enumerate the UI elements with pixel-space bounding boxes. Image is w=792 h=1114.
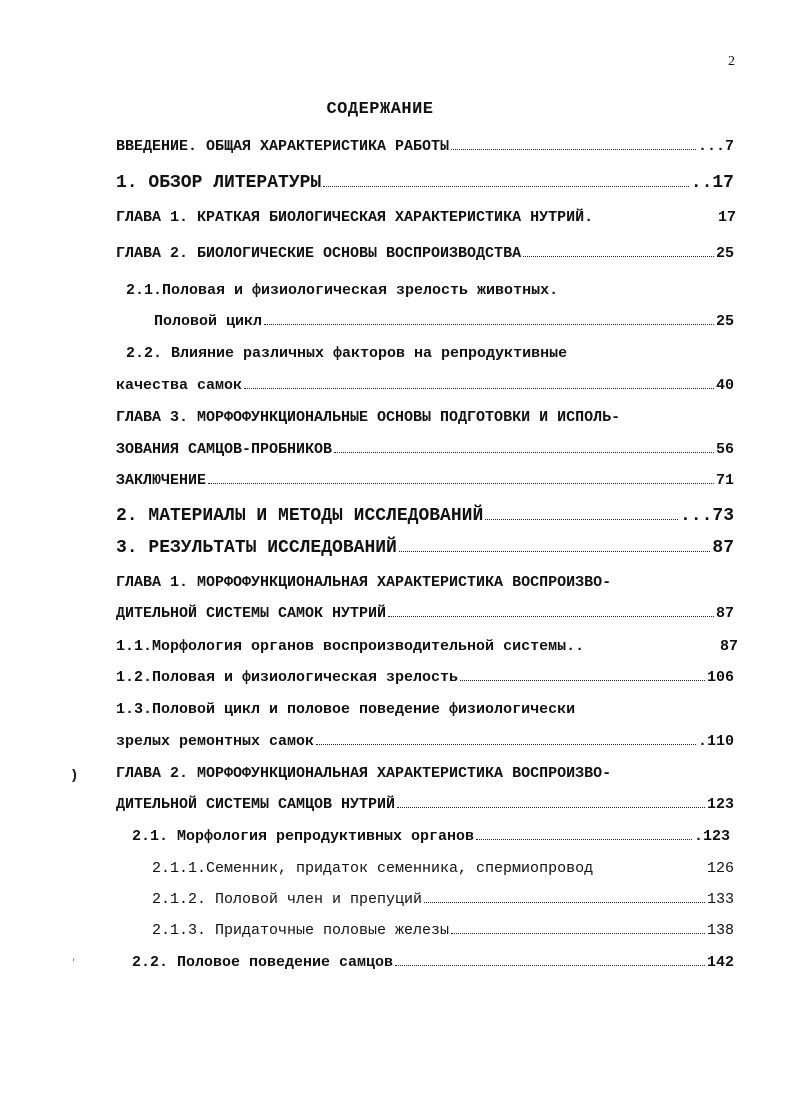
- toc-entry-1-1: 1.1.Морфология органов воспроизводительной системы.. 87: [116, 638, 738, 655]
- toc-entry-results-chapter-1: ГЛАВА 1. МОРФОФУНКЦИОНАЛЬНАЯ ХАРАКТЕРИСТИКА ВОСПРОИЗВО-: [116, 574, 612, 591]
- toc-entry-2-2-cont: качества самок 40: [116, 377, 734, 394]
- page-title: СОДЕРЖАНИЕ: [326, 100, 434, 119]
- toc-entry-1-3-cont: зрелых ремонтных самок .110: [116, 733, 734, 750]
- toc-entry-2-2: 2.2. Влияние различных факторов на репродуктивные: [126, 345, 568, 362]
- toc-entry-introduction: ВВЕДЕНИЕ. ОБЩАЯ ХАРАКТЕРИСТИКА РАБОТЫ ...7: [116, 138, 734, 155]
- toc-entry-results-chapter-2: ГЛАВА 2. МОРФОФУНКЦИОНАЛЬНАЯ ХАРАКТЕРИСТИКА ВОСПРОИЗВО-: [116, 765, 612, 782]
- toc-entry-2-1: 2.1.Половая и физиологическая зрелость животных.: [126, 282, 559, 299]
- page-number: 2: [728, 54, 735, 69]
- toc-entry-2-1-1: 2.1.1.Семенник, придаток семенника, спермиопровод 126: [152, 860, 734, 877]
- toc-entry-results: 3. РЕЗУЛЬТАТЫ ИССЛЕДОВАНИЙ 87: [116, 538, 734, 558]
- toc-entry-2-1-cont: Половой цикл 25: [154, 313, 734, 330]
- margin-mark: ': [71, 958, 77, 968]
- toc-entry-conclusion: ЗАКЛЮЧЕНИЕ 71: [116, 472, 734, 489]
- toc-entry-literature-review: 1. ОБЗОР ЛИТЕРАТУРЫ ..17: [116, 173, 734, 193]
- toc-entry-materials-methods: 2. МАТЕРИАЛЫ И МЕТОДЫ ИССЛЕДОВАНИЙ ...73: [116, 506, 734, 526]
- toc-entry-2-1-organs: 2.1. Морфология репродуктивных органов .123: [132, 828, 730, 845]
- toc-entry-2-1-2: 2.1.2. Половой член и препуций 133: [152, 891, 734, 908]
- toc-entry-results-chapter-2-cont: ДИТЕЛЬНОЙ СИСТЕМЫ САМЦОВ НУТРИЙ 123: [116, 796, 734, 813]
- toc-entry-1-3: 1.3.Половой цикл и половое поведение физиологически: [116, 701, 576, 718]
- toc-entry-2-2-behavior: 2.2. Половое поведение самцов 142: [132, 954, 734, 971]
- toc-entry-chapter-1: ГЛАВА 1. КРАТКАЯ БИОЛОГИЧЕСКАЯ ХАРАКТЕРИСТИКА НУТРИЙ. 17: [116, 209, 736, 226]
- toc-entry-results-chapter-1-cont: ДИТЕЛЬНОЙ СИСТЕМЫ САМОК НУТРИЙ 87: [116, 605, 734, 622]
- toc-entry-2-1-3: 2.1.3. Придаточные половые железы 138: [152, 922, 734, 939]
- toc-entry-chapter-2: ГЛАВА 2. БИОЛОГИЧЕСКИЕ ОСНОВЫ ВОСПРОИЗВОДСТВА 25: [116, 245, 734, 262]
- toc-entry-chapter-3: ГЛАВА 3. МОРФОФУНКЦИОНАЛЬНЫЕ ОСНОВЫ ПОДГОТОВКИ И ИСПОЛЬ-: [116, 409, 621, 426]
- toc-entry-chapter-3-cont: ЗОВАНИЯ САМЦОВ-ПРОБНИКОВ 56: [116, 441, 734, 458]
- toc-entry-1-2: 1.2.Половая и физиологическая зрелость 106: [116, 669, 734, 686]
- margin-mark: ): [70, 768, 79, 784]
